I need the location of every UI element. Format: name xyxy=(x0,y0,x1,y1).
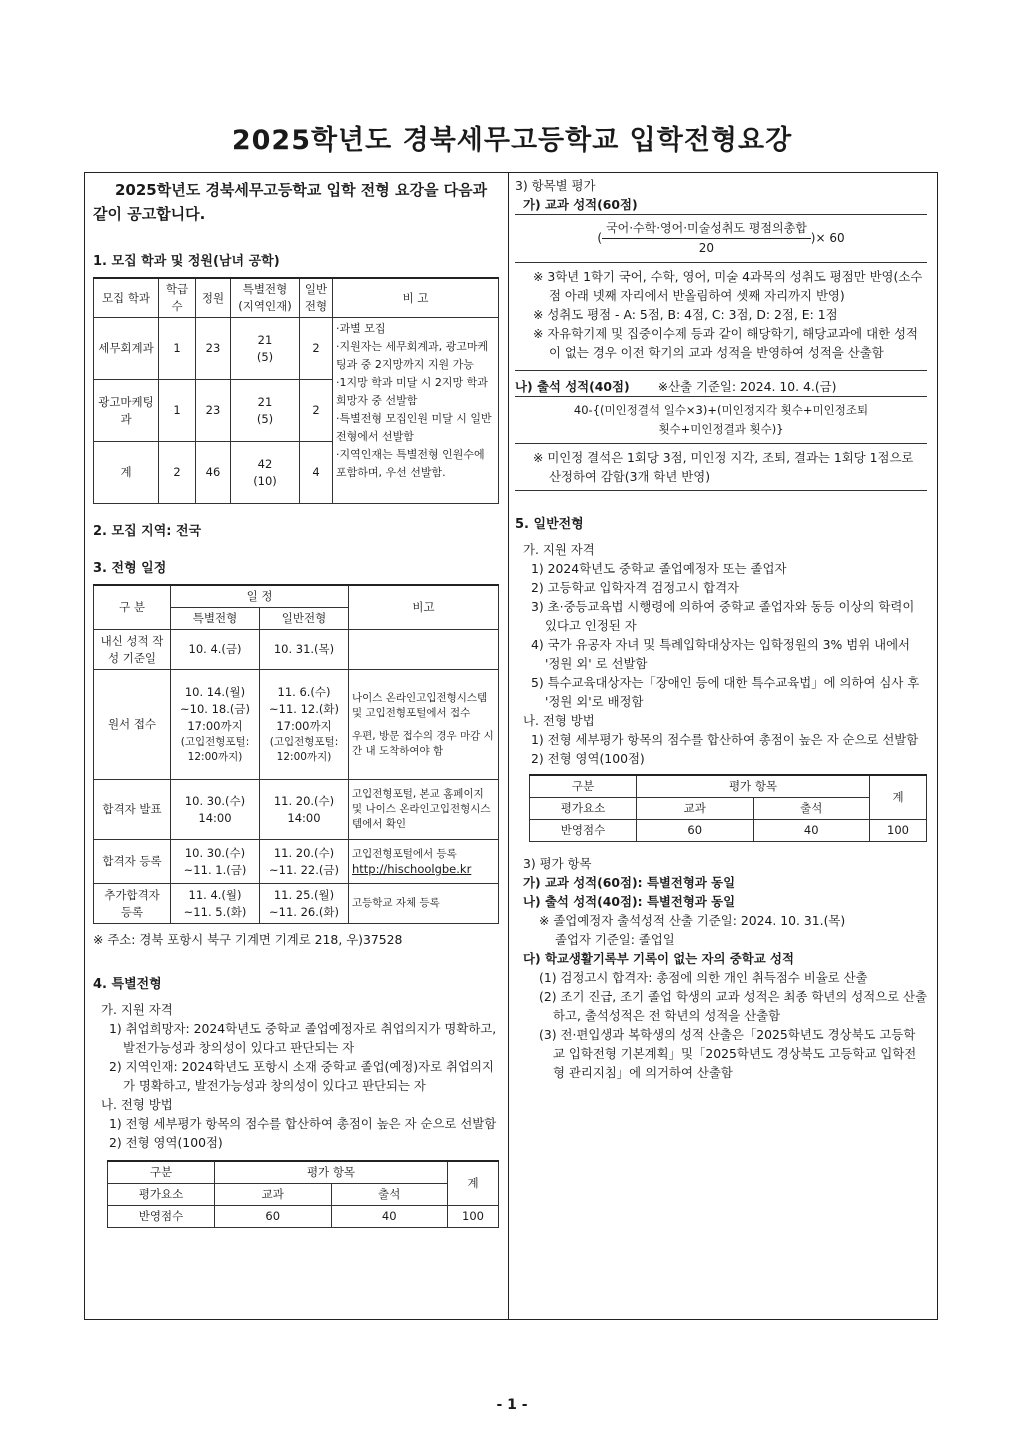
sched-row2-special-sub: (고입전형포털: 12:00까지) xyxy=(180,736,250,763)
s4-t-elem: 평가요소 xyxy=(108,1184,215,1206)
sched-row2-special xyxy=(171,670,260,780)
s4-a: 가. 지원 자격 xyxy=(101,1002,173,1017)
remark-1: ·과별 모집 xyxy=(336,322,386,335)
row2-special-num: 21 xyxy=(257,394,273,409)
sched-row3-label: 합격자 발표 xyxy=(94,780,171,840)
sched-row5-note: 고등학교 자체 등록 xyxy=(349,884,499,924)
r3-na-date: ※산출 기준일: 2024. 10. 4.(금) xyxy=(657,379,837,394)
general-eval-table xyxy=(529,774,927,842)
remark-2: ·지원자는 세무회계과, 광고마케팅과 중 2지망까지 지원 가능 xyxy=(336,340,489,371)
quota-table xyxy=(93,277,499,504)
special-eval-table xyxy=(107,1160,499,1228)
sched-th-general: 일반전형 xyxy=(260,608,349,630)
sched-row2-note-1: 나이스 온라인고입전형시스템 및 고입전형포털에서 접수 xyxy=(352,691,488,719)
sched-row1-label: 내신 성적 작성 기준일 xyxy=(94,630,171,670)
th-classes: 학급수 xyxy=(159,278,196,318)
formula-denominator: 20 xyxy=(698,241,715,255)
r3-heading: 3) 항목별 평가 xyxy=(515,178,596,193)
s5-t-grade: 교과 xyxy=(637,798,754,820)
hischool-link[interactable]: http://hischoolgbe.kr xyxy=(352,861,472,876)
th-remark: 비 고 xyxy=(333,278,499,318)
row2-classes: 1 xyxy=(159,380,196,442)
s4-b2: 2) 전형 영역(100점) xyxy=(109,1135,223,1150)
grade-formula: ( $\frac{\text{국어·수학·영어·미술성취도 평점의총합}}{20}$ )× 60 xyxy=(515,214,927,263)
sched-row2-label: 원서 접수 xyxy=(94,670,171,780)
s5-c2: 나) 출석 성적(40점): 특별전형과 동일 xyxy=(523,894,736,909)
att-formula-2: 횟수+미인정결과 횟수)} xyxy=(658,422,784,436)
rule-1 xyxy=(515,370,927,371)
right-column xyxy=(515,176,927,1082)
row1-classes: 1 xyxy=(159,318,196,380)
sched-th-sched: 일 정 xyxy=(171,585,349,608)
th-general: 일반 전형 xyxy=(300,278,333,318)
s5-a: 가. 지원 자격 xyxy=(523,542,595,557)
row3-special-num: 42 xyxy=(257,456,273,471)
section-3-heading: 3. 전형 일정 xyxy=(93,561,167,576)
sched-row2-note xyxy=(349,670,499,780)
remarks-cell xyxy=(333,318,499,504)
row2-special xyxy=(231,380,300,442)
sched-row4-special: 10. 30.(수) ~11. 1.(금) xyxy=(171,840,260,884)
row3-quota: 46 xyxy=(196,442,231,504)
s5-d3: (3) 전·편입생과 복학생의 성적 산출은「2025학년도 경상북도 고등학교 입학전형 기본계획」및「2025학년도 경상북도 고등학교 입학전형 관리지침」에 의거하여 산출함 xyxy=(539,1027,917,1080)
s4-t-v2: 40 xyxy=(331,1206,448,1228)
s5-t-items: 평가 항목 xyxy=(637,775,870,798)
row1-special-sub: (5) xyxy=(256,349,274,364)
th-quota: 정원 xyxy=(196,278,231,318)
s5-c3b: 졸업자 기준일: 졸업일 xyxy=(555,932,675,947)
column-divider xyxy=(508,172,509,1320)
section-1-heading: 1. 모집 학과 및 정원(남녀 공학) xyxy=(93,254,280,269)
s5-t-v2: 40 xyxy=(753,820,870,842)
remark-3: ·1지망 학과 미달 시 2지망 학과 희망자 중 선발함 xyxy=(336,376,488,407)
r3-note3: ※ 자유학기제 및 집중이수제 등과 같이 해당학기, 해당교과에 대한 성적이 없는 경우 이전 학기의 교과 성적을 반영하여 성적을 산출함 xyxy=(533,326,918,360)
th-special: 특별전형 (지역인재) xyxy=(231,278,300,318)
s4-t-div: 구분 xyxy=(108,1161,215,1184)
s5-a1: 1) 2024학년도 중학교 졸업예정자 또는 졸업자 xyxy=(531,561,787,576)
section-5-heading: 5. 일반전형 xyxy=(515,517,584,532)
s5-t-v1: 60 xyxy=(637,820,754,842)
sched-row2-general-main: 11. 6.(수) ~11. 12.(화) 17:00까지 xyxy=(269,685,339,733)
sched-row2-general-sub: (고입전형포털: 12:00까지) xyxy=(269,736,339,763)
row2-special-sub: (5) xyxy=(256,411,274,426)
sched-row4-note xyxy=(349,840,499,884)
row3-dept: 계 xyxy=(94,442,159,504)
s4-t-items: 평가 항목 xyxy=(215,1161,448,1184)
rule-2 xyxy=(515,490,927,491)
s5-t-v3: 100 xyxy=(870,820,927,842)
s5-t-elem: 평가요소 xyxy=(530,798,637,820)
s5-d: 다) 학교생활기록부 기록이 없는 자의 중학교 성적 xyxy=(523,951,794,966)
row1-special xyxy=(231,318,300,380)
s5-a5: 5) 특수교육대상자는「장애인 등에 대한 특수교육법」에 의하여 심사 후 '정원 외'로 배정함 xyxy=(531,675,920,709)
sched-th-note: 비고 xyxy=(349,585,499,630)
remark-4: ·특별전형 모집인원 미달 시 일반전형에서 선발함 xyxy=(336,412,492,443)
r3-na-line xyxy=(515,377,927,396)
row1-special-num: 21 xyxy=(257,332,273,347)
sched-row3-note: 고입전형포털, 본교 홈페이지 및 나이스 온라인고입전형시스템에서 확인 xyxy=(349,780,499,840)
formula-numerator: 국어·수학·영어·미술성취도 평점의총합 xyxy=(602,219,811,239)
row2-quota: 23 xyxy=(196,380,231,442)
s4-t-attend: 출석 xyxy=(331,1184,448,1206)
sched-row1-general: 10. 31.(목) xyxy=(260,630,349,670)
s5-d2: (2) 조기 진급, 조기 졸업 학생의 교과 성적은 최종 학년의 성적으로 산출하고, 출석성적은 전 학년의 성적을 산출함 xyxy=(539,989,927,1023)
s4-t-total: 계 xyxy=(448,1161,499,1206)
sched-row4-note-1: 고입전형포털에서 등록 xyxy=(352,847,457,860)
remark-5: ·지역인재는 특별전형 인원수에 포함하며, 우선 선발함. xyxy=(336,448,485,479)
sched-row1-special: 10. 4.(금) xyxy=(171,630,260,670)
row1-dept: 세무회계과 xyxy=(94,318,159,380)
s5-t-div: 구분 xyxy=(530,775,637,798)
address-note: ※ 주소: 경북 포항시 북구 기계면 기계로 218, 우)37528 xyxy=(93,932,403,947)
schedule-table xyxy=(93,584,499,924)
r3-na: 나) 출석 성적(40점) xyxy=(515,379,630,394)
s5-d1: (1) 검정고시 합격자: 총점에 의한 개인 취득점수 비율로 산출 xyxy=(539,970,868,985)
page-title: 2025학년도 경북세무고등학교 입학전형요강 xyxy=(231,125,793,156)
s5-a4: 4) 국가 유공자 자녀 및 특례입학대상자는 입학정원의 3% 범위 내에서 '정원 외' 로 선발함 xyxy=(531,637,911,671)
s4-b: 나. 전형 방법 xyxy=(101,1097,173,1112)
sched-row4-general: 11. 20.(수) ~11. 22.(금) xyxy=(260,840,349,884)
row1-general: 2 xyxy=(300,318,333,380)
sched-row5-general: 11. 25.(월) ~11. 26.(화) xyxy=(260,884,349,924)
s5-t-score: 반영점수 xyxy=(530,820,637,842)
s4-t-grade: 교과 xyxy=(215,1184,332,1206)
sched-row3-general: 11. 20.(수) 14:00 xyxy=(260,780,349,840)
row1-quota: 23 xyxy=(196,318,231,380)
sched-row4-label: 합격자 등록 xyxy=(94,840,171,884)
r3-att-note: ※ 미인정 결석은 1회당 3점, 미인정 지각, 조퇴, 결과는 1회당 1점으로 산정하여 감함(3개 학년 반영) xyxy=(533,450,914,484)
s4-b1: 1) 전형 세부평가 항목의 점수를 합산하여 총점이 높은 자 순으로 선발함 xyxy=(109,1116,497,1131)
s5-c: 3) 평가 항목 xyxy=(523,856,592,871)
s5-c3: ※ 졸업예정자 출석성적 산출 기준일: 2024. 10. 31.(목) xyxy=(539,913,846,928)
sched-row3-special: 10. 30.(수) 14:00 xyxy=(171,780,260,840)
th-dept: 모집 학과 xyxy=(94,278,159,318)
sched-row2-note-2: 우편, 방문 접수의 경우 마감 시간 내 도착하여야 함 xyxy=(352,729,494,757)
section-4-heading: 4. 특별전형 xyxy=(93,977,162,992)
intro-text: 2025학년도 경북세무고등학교 입학 전형 요강을 다음과 같이 공고합니다. xyxy=(93,181,488,223)
s4-a1: 1) 취업희망자: 2024학년도 중학교 졸업예정자로 취업의지가 명확하고, 발전가능성과 창의성이 있다고 판단되는 자 xyxy=(109,1021,497,1055)
r3-note1: ※ 3학년 1학기 국어, 수학, 영어, 미술 4과목의 성취도 평점만 반영(소수점 아래 넷째 자리에서 반올림하여 셋째 자리까지 반영) xyxy=(533,269,923,303)
page-number: - 1 - xyxy=(496,1397,528,1413)
s5-t-attend: 출석 xyxy=(753,798,870,820)
sched-row5-special: 11. 4.(월) ~11. 5.(화) xyxy=(171,884,260,924)
left-column xyxy=(93,176,499,1228)
s5-b: 나. 전형 방법 xyxy=(523,713,595,728)
s5-t-total: 계 xyxy=(870,775,927,820)
s4-a2: 2) 지역인재: 2024학년도 포항시 소재 중학교 졸업(예정)자로 취업의지가 명확하고, 발전가능성과 창의성이 있다고 판단되는 자 xyxy=(109,1059,494,1093)
sched-row1-note xyxy=(349,630,499,670)
section-2-heading: 2. 모집 지역: 전국 xyxy=(93,524,202,539)
s5-b1: 1) 전형 세부평가 항목의 점수를 합산하여 총점이 높은 자 순으로 선발함 xyxy=(531,732,919,747)
formula-multiplier: )× 60 xyxy=(810,231,845,245)
sched-row2-general xyxy=(260,670,349,780)
s4-t-score: 반영점수 xyxy=(108,1206,215,1228)
s5-a3: 3) 초·중등교육법 시행령에 의하여 중학교 졸업자와 동등 이상의 학력이 있다고 인정된 자 xyxy=(531,599,915,633)
row3-classes: 2 xyxy=(159,442,196,504)
s5-c1: 가) 교과 성적(60점): 특별전형과 동일 xyxy=(523,875,736,890)
sched-th-div: 구 분 xyxy=(94,585,171,630)
s4-t-v3: 100 xyxy=(448,1206,499,1228)
row3-general: 4 xyxy=(300,442,333,504)
s5-b2: 2) 전형 영역(100점) xyxy=(531,751,645,766)
row2-general: 2 xyxy=(300,380,333,442)
row3-special-sub: (10) xyxy=(253,473,277,488)
grade-fraction xyxy=(602,219,811,258)
r3-ga: 가) 교과 성적(60점) xyxy=(523,197,638,212)
attendance-formula xyxy=(515,396,927,444)
sched-row2-special-main: 10. 14.(월) ~10. 18.(금) 17:00까지 xyxy=(180,685,250,733)
row3-special xyxy=(231,442,300,504)
sched-row5-label: 추가합격자 등록 xyxy=(94,884,171,924)
r3-note2: ※ 성취도 평점 - A: 5점, B: 4점, C: 3점, D: 2점, E: 1점 xyxy=(533,307,838,322)
row2-dept: 광고마케팅과 xyxy=(94,380,159,442)
s5-a2: 2) 고등학교 입학자격 검정고시 합격자 xyxy=(531,580,740,595)
s4-t-v1: 60 xyxy=(215,1206,332,1228)
sched-th-special: 특별전형 xyxy=(171,608,260,630)
att-formula-1: 40-{(미인정결석 일수×3)+(미인정지각 횟수+미인정조퇴 xyxy=(573,403,869,417)
